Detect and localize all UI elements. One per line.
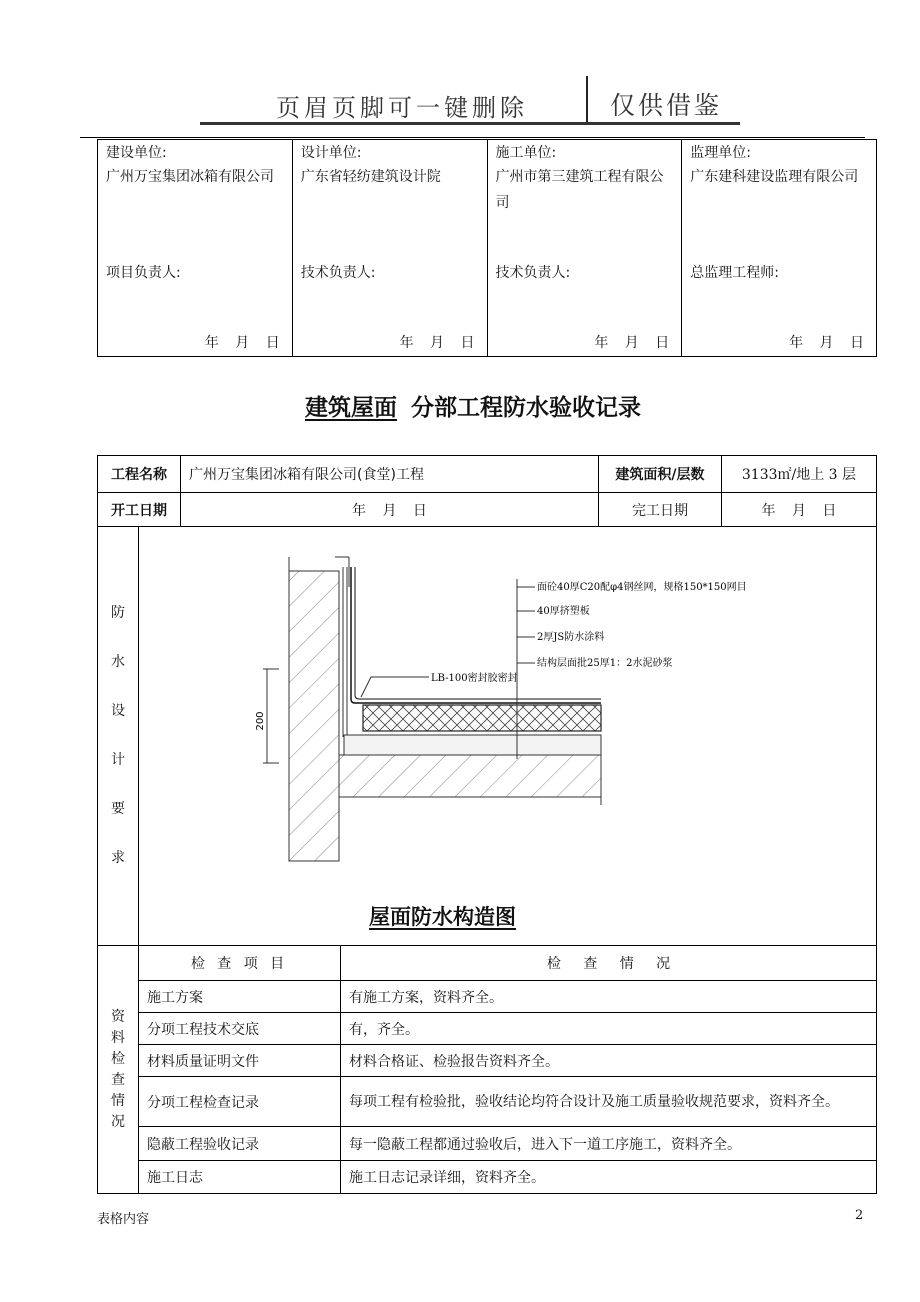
side-char: 料 <box>111 1029 126 1046</box>
signoff-role: 技术负责人: <box>495 265 571 281</box>
signoff-contractor <box>488 140 683 356</box>
inspection-side-label <box>98 946 139 1194</box>
start-date-label: 开工日期 <box>98 493 181 527</box>
inspection-status-header: 检 查 情 况 <box>341 946 877 981</box>
side-char: 水 <box>111 654 126 670</box>
design-row <box>98 527 877 946</box>
inspection-item-header: 检 查 项 目 <box>139 946 341 981</box>
signoff-label: 施工单位: <box>495 145 557 161</box>
side-char: 情 <box>111 1092 126 1109</box>
inspection-item: 施工日志 <box>139 1161 341 1194</box>
watermark-underline <box>200 122 740 125</box>
side-char: 要 <box>111 801 126 817</box>
project-area-label: 建筑面积/层数 <box>598 456 721 493</box>
signoff-role: 总监理工程师: <box>690 265 779 281</box>
side-char: 求 <box>111 850 126 866</box>
layer-label-3: 2厚JS防水涂料 <box>537 632 605 643</box>
design-side-label <box>98 527 139 946</box>
signoff-date: 年 月 日 <box>789 335 864 351</box>
project-name-value: 广州万宝集团冰箱有限公司(食堂)工程 <box>181 456 599 493</box>
project-name-row <box>98 456 877 493</box>
inspection-header-row <box>98 946 877 981</box>
signoff-role: 项目负责人: <box>106 265 181 281</box>
signoff-role: 技术负责人: <box>300 265 376 281</box>
page-number: 2 <box>855 1208 864 1223</box>
signoff-date: 年 月 日 <box>594 335 670 351</box>
layer-callouts <box>517 579 747 759</box>
signoff-designer <box>293 140 488 356</box>
inspection-item: 隐蔽工程验收记录 <box>139 1127 341 1161</box>
signoff-date: 年 月 日 <box>399 335 475 351</box>
project-name-label: 工程名称 <box>98 456 181 493</box>
signoff-supervisor <box>682 140 876 356</box>
signoff-label: 建设单位: <box>106 145 167 161</box>
inspection-item: 材料质量证明文件 <box>139 1045 341 1077</box>
screed-layer <box>344 735 601 755</box>
start-date-value: 年 月 日 <box>181 493 599 527</box>
side-char: 防 <box>111 605 126 621</box>
signoff-table <box>97 139 877 357</box>
signoff-label: 设计单位: <box>300 145 362 161</box>
watermark-divider <box>586 76 588 122</box>
signoff-company: 广州市第三建筑工程有限公司 <box>495 169 664 211</box>
inspection-status: 每一隐蔽工程都通过验收后，进入下一道工序施工，资料齐全。 <box>341 1127 877 1161</box>
signoff-company: 广东建科建设监理有限公司 <box>690 169 859 185</box>
signoff-label: 监理单位: <box>690 145 751 161</box>
header-rule <box>80 137 865 138</box>
end-date-label: 完工日期 <box>598 493 721 527</box>
end-date-value: 年 月 日 <box>721 493 876 527</box>
project-area-value: 3133㎡/地上 3 层 <box>721 456 876 493</box>
watermark-right-text: 仅供借鉴 <box>610 91 723 120</box>
design-diagram-cell <box>139 527 877 946</box>
side-char: 检 <box>111 1050 126 1067</box>
document-title <box>0 389 920 422</box>
side-char: 况 <box>111 1113 126 1130</box>
inspection-status: 材料合格证、检验报告资料齐全。 <box>341 1045 877 1077</box>
inspection-status: 施工日志记录详细，资料齐全。 <box>341 1161 877 1194</box>
inspection-item: 施工方案 <box>139 981 341 1013</box>
signoff-date: 年 月 日 <box>204 335 280 351</box>
insulation-board <box>363 705 601 731</box>
dimension-label: 200 <box>255 711 267 731</box>
sealant-label: LB-100密封胶密封 <box>431 673 518 684</box>
footer-label: 表格内容 <box>97 1212 150 1227</box>
inspection-row <box>98 1045 877 1077</box>
title-underlined: 建筑屋面 <box>305 395 397 421</box>
signoff-company: 广州万宝集团冰箱有限公司 <box>106 169 274 185</box>
inspection-row <box>98 1013 877 1045</box>
watermark-left-text: 页眉页脚可一键删除 <box>276 94 528 122</box>
inspection-status: 有施工方案，资料齐全。 <box>341 981 877 1013</box>
inspection-row <box>98 981 877 1013</box>
diagram-caption: 屋面防水构造图 <box>369 905 517 929</box>
inspection-status: 每项工程有检验批，验收结论均符合设计及施工质量验收规范要求，资料齐全。 <box>341 1077 877 1127</box>
inspection-row <box>98 1161 877 1194</box>
layer-label-2: 40厚挤塑板 <box>537 606 590 617</box>
inspection-item: 分项工程检查记录 <box>139 1077 341 1127</box>
inspection-item: 分项工程技术交底 <box>139 1013 341 1045</box>
side-char: 设 <box>111 703 126 719</box>
record-table <box>97 455 877 1194</box>
parapet-wall <box>289 557 349 861</box>
watermark-banner <box>200 82 740 126</box>
inspection-row <box>98 1127 877 1161</box>
layer-label-1: 面砼40厚C20配φ4钢丝网，规格150*150网目 <box>537 582 747 593</box>
side-char: 资 <box>111 1008 126 1025</box>
title-rest: 分部工程防水验收记录 <box>411 395 641 421</box>
side-char: 计 <box>111 752 126 768</box>
inspection-row <box>98 1077 877 1127</box>
dimension-marker <box>255 669 279 763</box>
roof-slab <box>339 755 601 861</box>
roof-waterproof-diagram <box>139 527 875 945</box>
sealant-callout <box>361 671 518 697</box>
layer-label-4: 结构层面批25厚1：2水泥砂浆 <box>537 658 673 669</box>
project-date-row <box>98 493 877 527</box>
side-char: 查 <box>111 1071 126 1088</box>
signoff-company: 广东省轻纺建筑设计院 <box>300 169 441 185</box>
inspection-status: 有，齐全。 <box>341 1013 877 1045</box>
signoff-owner <box>98 140 293 356</box>
